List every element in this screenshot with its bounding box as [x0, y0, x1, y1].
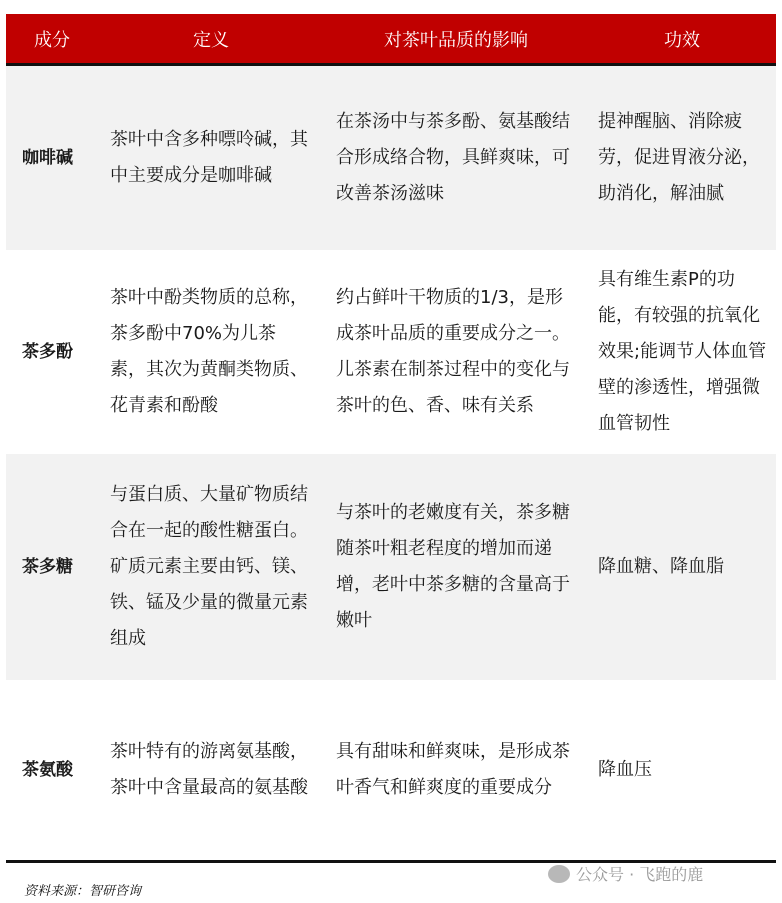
row-definition: 与蛋白质、大量矿物质结合在一起的酸性糖蛋白。矿质元素主要由钙、镁、铁、锰及少量的微量元素组成	[110, 484, 308, 649]
header-component: 成分	[34, 29, 70, 51]
row-function: 降血糖、降血脂	[598, 556, 724, 577]
row-function: 降血压	[598, 759, 652, 780]
table-row	[6, 454, 776, 680]
row-name: 咖啡碱	[22, 148, 73, 168]
table-row	[6, 250, 776, 454]
row-name: 茶氨酸	[22, 760, 73, 780]
row-definition: 茶叶特有的游离氨基酸，茶叶中含量最高的氨基酸	[110, 741, 308, 798]
header-function: 功效	[664, 29, 700, 51]
row-name: 茶多酚	[22, 342, 73, 362]
wechat-icon	[548, 865, 570, 883]
row-effect: 具有甜味和鲜爽味，是形成茶叶香气和鲜爽度的重要成分	[336, 741, 570, 798]
header-effect: 对茶叶品质的影响	[384, 29, 528, 51]
row-effect: 在茶汤中与茶多酚、氨基酸结合形成络合物，具鲜爽味，可改善茶汤滋味	[336, 111, 570, 204]
watermark-text: 公众号 · 飞跑的鹿	[576, 865, 704, 884]
table-row	[6, 66, 776, 250]
row-definition: 茶叶中含多种嘌呤碱，其中主要成分是咖啡碱	[110, 129, 308, 186]
row-definition: 茶叶中酚类物质的总称，茶多酚中70%为儿茶素，其次为黄酮类物质、花青素和酚酸	[110, 287, 308, 416]
row-name: 茶多糖	[22, 557, 73, 577]
row-effect: 与茶叶的老嫩度有关，茶多糖随茶叶粗老程度的增加而递增，老叶中茶多糖的含量高于嫩叶	[336, 502, 570, 631]
row-effect: 约占鲜叶干物质的1/3，是形成茶叶品质的重要成分之一。儿茶素在制茶过程中的变化与茶叶的色、香、味有关系	[336, 287, 570, 416]
header-definition: 定义	[193, 29, 229, 51]
table-header	[6, 14, 776, 66]
source-note: 资料来源：智研咨询	[24, 884, 142, 899]
components-table	[6, 14, 776, 860]
row-function: 提神醒脑、消除疲劳，促进胃液分泌，助消化，解油腻	[598, 111, 760, 204]
row-function: 具有维生素P的功能，有较强的抗氧化效果;能调节人体血管壁的渗透性，增强微血管韧性	[598, 269, 767, 434]
table-row	[6, 680, 776, 860]
watermark	[548, 862, 703, 885]
